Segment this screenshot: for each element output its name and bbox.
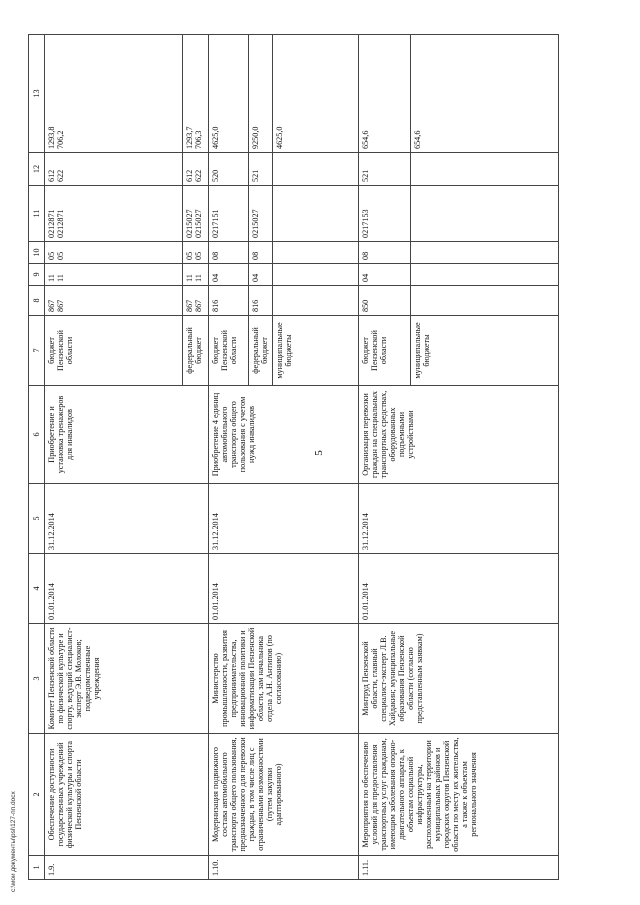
rotated-table-area [28, 35, 606, 880]
code-cell: 867 867 [183, 286, 209, 316]
executor-cell: Министерство промышленности, развития предпринимательства, инновационной политики и информатизации Пензенской области, зам начальника отдела А.Н. Антипов (по согласованию) [209, 624, 359, 734]
source-cell: бюджет Пензенской области [209, 316, 249, 386]
end-date: 31.12.2014 [209, 484, 359, 554]
amount-cell: 4625,0 [209, 35, 249, 153]
header-cell: 3 [29, 624, 45, 734]
code-cell: 521 [359, 153, 411, 186]
source-cell: бюджет Пензенской области [359, 316, 411, 386]
code-cell: 816 [249, 286, 273, 316]
code-cell: 05 05 [183, 242, 209, 264]
code-cell: 0212871 0212871 [45, 186, 183, 242]
code-cell [411, 286, 559, 316]
amount-cell: 9250,0 [249, 35, 273, 153]
result-cell: Организация перевозки граждан на специальных транспортных средствах, оборудованных подъемными устройствами [359, 386, 559, 484]
executor-cell: Комитет Пензенской области по физической культуре и спорту, ведущий специалист-эксперт Э.В. Молоков; подведомственные учреждения [45, 624, 209, 734]
header-cell: 5 [29, 484, 45, 554]
footer-file-path: c:\мои документы\psl\127-пп.docx [10, 791, 17, 892]
code-cell [411, 153, 559, 186]
result-cell: Приобретение 4 единиц автомобильного транспорта общего пользования с учетом нужд инвалидов [209, 386, 359, 484]
amount-cell: 654,6 [359, 35, 411, 153]
end-date: 31.12.2014 [45, 484, 209, 554]
header-cell: 2 [29, 734, 45, 856]
table-row [359, 35, 411, 880]
source-cell: бюджет Пензенской области [45, 316, 183, 386]
start-date: 01.01.2014 [209, 554, 359, 624]
header-cell: 4 [29, 554, 45, 624]
code-cell: 08 [249, 242, 273, 264]
code-cell [273, 264, 359, 286]
result-cell: Приобретение и установка тренажеров для инвалидов [45, 386, 209, 484]
source-cell: муниципальные бюджеты [411, 316, 559, 386]
header-cell: 9 [29, 264, 45, 286]
code-cell: 05 05 [45, 242, 183, 264]
amount-cell: 654,6 [411, 35, 559, 153]
header-cell: 7 [29, 316, 45, 386]
code-cell: 867 867 [45, 286, 183, 316]
code-cell: 612 622 [45, 153, 183, 186]
code-cell [273, 186, 359, 242]
code-cell: 0215027 0215027 [183, 186, 209, 242]
table-row [45, 35, 183, 880]
table-row [209, 35, 249, 880]
code-cell: 0217151 [209, 186, 249, 242]
program-table [28, 34, 559, 880]
measure-cell: Модернизация подвижного состава автомобильного транспорта общего пользования, предназначенного для перевозки граждан, в том числе лиц с ограниченными возможностями (путем закупки адаптированного) [209, 734, 359, 856]
amount-cell: 1293,8 706,2 [45, 35, 183, 153]
row-number: 1.11. [359, 856, 559, 880]
header-cell: 13 [29, 35, 45, 153]
code-cell [273, 286, 359, 316]
executor-cell: Минтруд Пензенской области, главный специалист-эксперт Л.В. Хайдакин; муниципальные образования Пензенской области (согласно представленным заявкам) [359, 624, 559, 734]
code-cell [411, 186, 559, 242]
end-date: 31.12.2014 [359, 484, 559, 554]
code-cell: 521 [249, 153, 273, 186]
start-date: 01.01.2014 [359, 554, 559, 624]
code-cell: 11 11 [45, 264, 183, 286]
code-cell [411, 264, 559, 286]
code-cell [273, 153, 359, 186]
code-cell [411, 242, 559, 264]
source-cell: муниципальные бюджеты [273, 316, 359, 386]
header-cell: 6 [29, 386, 45, 484]
header-cell: 1 [29, 856, 45, 880]
page-number: 5 [312, 450, 325, 456]
row-number: 1.10. [209, 856, 359, 880]
code-cell: 816 [209, 286, 249, 316]
amount-cell: 1293,7 706,3 [183, 35, 209, 153]
measure-cell: Обеспечение доступности государственных учреждений физической культуры и спорта Пензенской области [45, 734, 209, 856]
source-cell: федеральный бюджет [249, 316, 273, 386]
code-cell: 04 [249, 264, 273, 286]
measure-cell: Мероприятия по обеспечению условий для предоставления транспортных услуг гражданам, имеющим заболевания опорно-двигательного аппарата, к объектам социальной инфраструктуры, расположенным на территории муниципальных районов и городских округов Пензенской области по месту их жительства, а также к объектам регионального значения [359, 734, 559, 856]
amount-cell: 4625,0 [273, 35, 359, 153]
code-cell: 08 [209, 242, 249, 264]
code-cell: 04 [209, 264, 249, 286]
code-cell: 0217153 [359, 186, 411, 242]
row-number: 1.9. [45, 856, 209, 880]
code-cell: 11 11 [183, 264, 209, 286]
code-cell: 850 [359, 286, 411, 316]
code-cell: 612 622 [183, 153, 209, 186]
source-cell: федеральный бюджет [183, 316, 209, 386]
code-cell: 04 [359, 264, 411, 286]
code-cell: 0215027 [249, 186, 273, 242]
code-cell: 08 [359, 242, 411, 264]
code-cell [273, 242, 359, 264]
code-cell: 520 [209, 153, 249, 186]
start-date: 01.01.2014 [45, 554, 209, 624]
header-cell: 8 [29, 286, 45, 316]
header-row [29, 35, 45, 880]
header-cell: 11 [29, 186, 45, 242]
header-cell: 12 [29, 153, 45, 186]
header-cell: 10 [29, 242, 45, 264]
